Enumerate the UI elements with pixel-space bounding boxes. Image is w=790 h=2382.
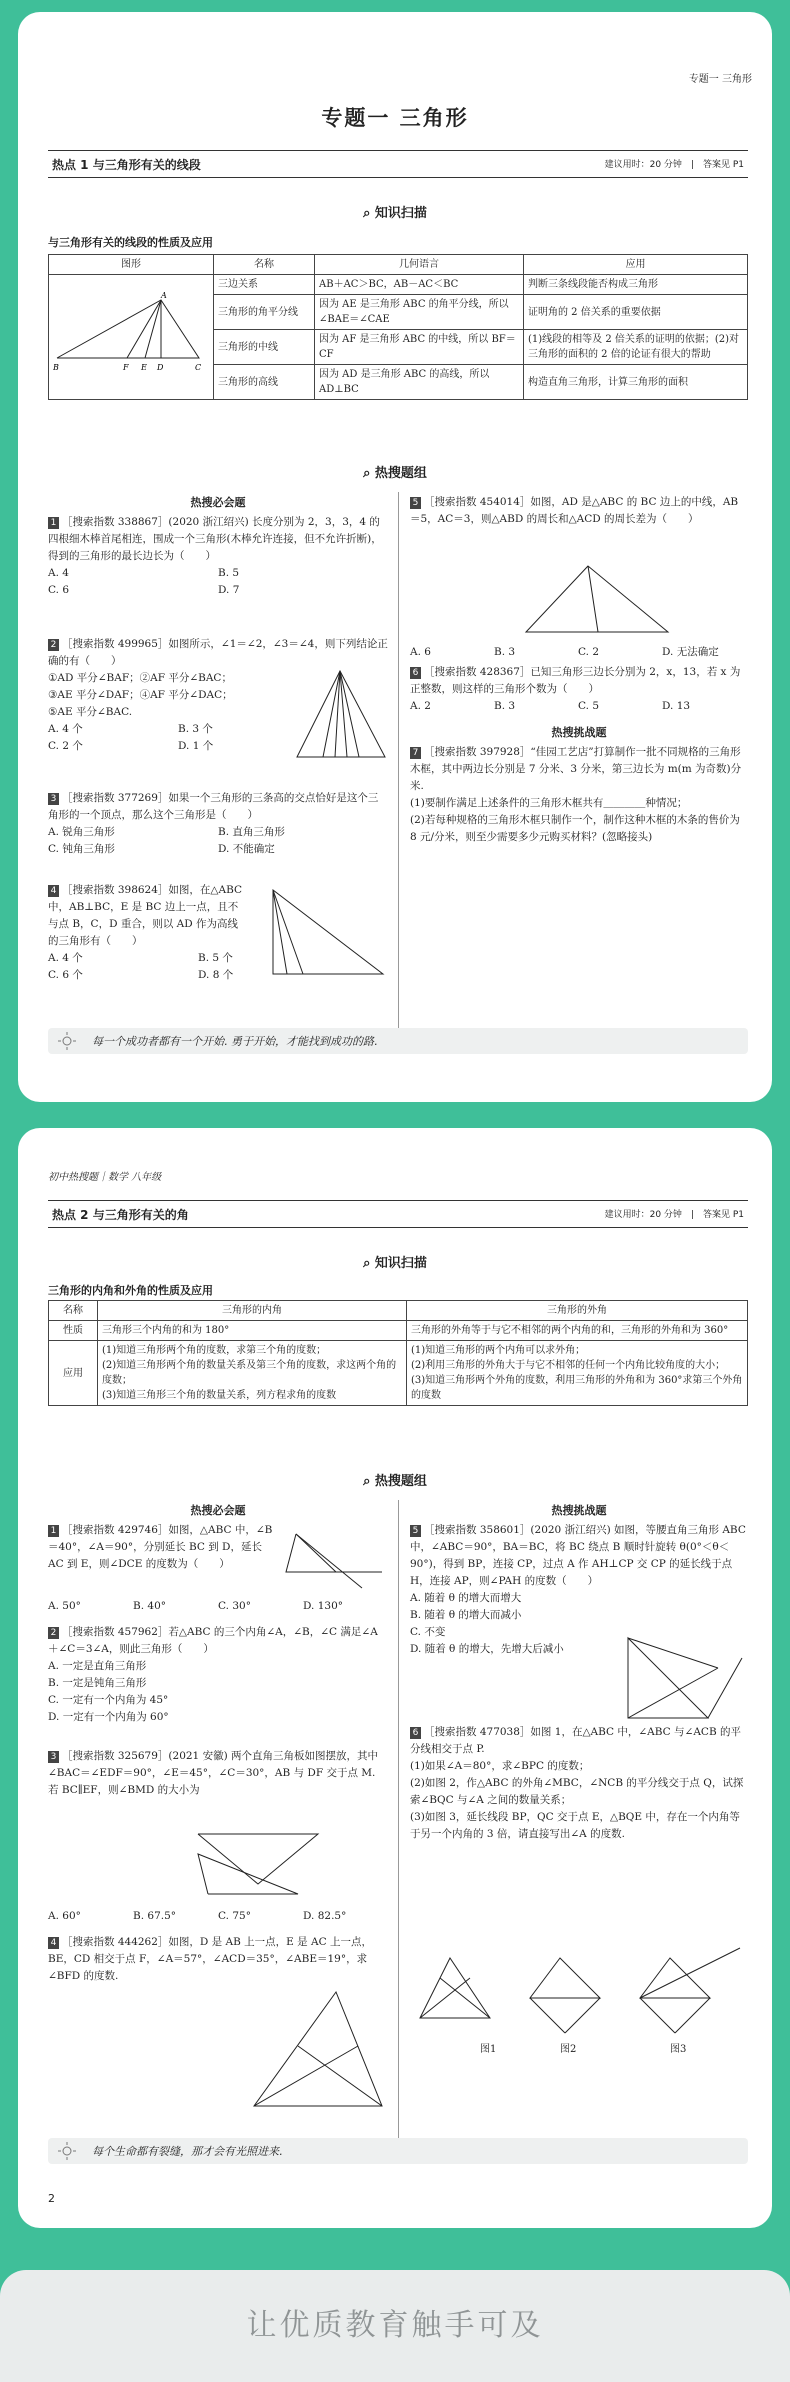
page-2 (18, 1128, 772, 2228)
footer-slogan: 让优质教育触手可及 (246, 2308, 544, 2343)
page-number: 2 (48, 2192, 55, 2205)
question-2: 2 ［搜索指数 499965］如图所示，∠1＝∠2，∠3＝∠4，则下列结论正确的有（ ） ①AD 平分∠BAF；②AF 平分∠BAC； ③AE 平分∠DAF；④AF 平分∠DAC； ⑤AE 平分∠BAC. A. 4 个 B. 3 个 C. 2 个 D. 1 个 (48, 638, 388, 752)
question-5-options: A. 6 B. 3 C. 2 D. 无法确定 (410, 646, 719, 658)
motto-bar: 每一个成功者都有一个开始. 勇于开始，才能找到成功的路. (48, 1028, 748, 1054)
svg-text:C: C (195, 362, 202, 372)
q4-figure (253, 884, 388, 984)
question-1-options: A. 50° B. 40° C. 30° D. 130° (48, 1600, 344, 1612)
question-1: 1 ［搜索指数 429746］如图，△ABC 中，∠B＝40°，∠A＝90°，分别延长 BC 到 D，延长 AC 到 E，则∠DCE 的度数为（ ） (48, 1524, 273, 1570)
fig-caption-2: 图2 (560, 2044, 577, 2055)
hotspot-bar (48, 1200, 748, 1228)
question-5: 5 ［搜索指数 358601］(2020 浙江绍兴) 如图，等腰直角三角形 ABC 中，∠ABC＝90°，BA＝BC，将 BC 绕点 B 顺时针旋转 θ(0°＜θ＜90°)，得到 BP，连接 CP，过点 A 作 AH⊥CP 交 CP 的延长线于点 H，连接 AP，则∠PAH 的度数（ ） A. 随着 θ 的增大而增大 B. 随着 θ 的增大而减小 C. 不变 D. 随着 θ 的增大，先增大后减小 (410, 1524, 746, 1655)
page-1 (18, 12, 772, 1102)
running-header: 专题一 三角形 (688, 74, 752, 85)
fig-caption-1: 图1 (480, 2044, 497, 2055)
question-5: 5 ［搜索指数 454014］如图，AD 是△ABC 的 BC 边上的中线，AB＝5，AC＝3，则△ABD 的周长和△ACD 的周长差为（ ） (410, 496, 739, 525)
left-column-heading: 热搜必会题 (190, 496, 246, 509)
section-knowledge-scan: ⌕ 知识扫描 (363, 1256, 427, 1271)
hotspot-meta: 建议用时：20 分钟 | 答案见 P1 (604, 160, 744, 170)
q5-figure (518, 560, 678, 640)
table-caption: 与三角形有关的线段的性质及应用 (48, 236, 213, 249)
sun-icon (58, 2142, 76, 2163)
section-knowledge-scan: ⌕ 知识扫描 (363, 206, 427, 221)
question-2: 2 ［搜索指数 457962］若△ABC 的三个内角∠A，∠B，∠C 满足∠A＋∠C＝3∠A，则此三角形（ ） A. 一定是直角三角形 B. 一定是钝角三角形 C. 一定有一个内角为 45° D. 一定有一个内角为 60° (48, 1626, 378, 1723)
hotspot-label: 热点 2 与三角形有关的角 (52, 1208, 189, 1222)
section-hot-search: ⌕ 热搜题组 (363, 466, 427, 481)
brand-header: 初中热搜题｜数学 八年级 (48, 1172, 162, 1183)
question-3: 3 ［搜索指数 377269］如果一个三角形的三条高的交点恰好是这个三角形的一个顶点，那么这个三角形是（ ） A. 锐角三角形 B. 直角三角形 C. 钝角三角形 D. 不能确定 (48, 792, 379, 855)
q5-figure (608, 1628, 748, 1728)
triangle-figure (49, 275, 214, 400)
q4-figure (248, 1986, 388, 2116)
right-column-heading: 热搜挑战题 (551, 1504, 607, 1517)
svg-text:E: E (141, 362, 147, 372)
q3-figure (168, 1824, 328, 1904)
segment-table: 图形 名称 几何语言 应用 A B F E D C 三边关系 AB＋AC＞BC，AB－AC＜BC 判断三条线段能否构成三角形 三角形的角平分线 因为 AE 是三角形 ABC 的角平分线，所以∠BAE＝∠CAE 证明角的 2 倍关系的重要依据 三角形的中线 因为 AF 是三角形 ABC 的中线，所以 BF＝CF (1)线段的相等及 2 倍关系的证明的依据；(2)对三角形的面积的 2 倍的论证有很大的帮助 三角形的高线 因为 AD 是三角形 ABC 的高线，所以 AD⊥BC 构造直角三角形，计算三角形的面积 (48, 254, 748, 400)
page-title: 专题一 三角形 (321, 106, 469, 130)
q2-figure (293, 667, 388, 767)
section-hot-search: ⌕ 热搜题组 (363, 1474, 427, 1489)
sun-icon (58, 1032, 76, 1053)
footer-banner (0, 2270, 790, 2382)
right-column-heading: 热搜挑战题 (551, 726, 607, 739)
question-6: 6 ［搜索指数 477038］如图 1，在△ABC 中，∠ABC 与∠ACB 的平分线相交于点 P. (1)如果∠A＝80°，求∠BPC 的度数； (2)如图 2，作△ABC 的外角∠MBC，∠NCB 的平分线交于点 Q，试探索∠BQC 与∠A 之间的数量关系； (3)如图 3，延长线段 BP，QC 交于点 E，△BQE 中，存在一个内角等于另一个内角的 3 倍，请直接写出∠A 的度数. (410, 1726, 744, 1840)
angle-table: 名称 三角形的内角 三角形的外角 性质 三角形三个内角的和为 180° 三角形的外角等于与它不相邻的两个内角的和，三角形的外角和为 360° 应用 (1)知道三角形两个角的度数，求第三个角的度数； (2)知道三角形两个角的数量关系及第三个角的度数，求这两个角的度数； (3)知道三角形三个角的数量关系，列方程求角的度数 (1)知道三角形的两个内角可以求外角； (2)利用三角形的外角大于与它不相邻的任何一个内角比较角度的大小； (3)知道三角形两个外角的度数，利用三角形的外角和为 360°求第三个外角的度数 (48, 1300, 748, 1406)
question-6: 6 ［搜索指数 428367］已知三角形三边长分别为 2，x，13，若 x 为正整数，则这样的三角形个数为（ ） A. 2 B. 3 C. 5 D. 13 (410, 666, 741, 712)
question-4: 4 ［搜索指数 444262］如图，D 是 AB 上一点，E 是 AC 上一点，BE，CD 相交于点 F，∠A＝57°，∠ACD＝35°，∠ABE＝19°，求∠BFD 的度数. (48, 1936, 372, 1982)
q1-figure (276, 1524, 388, 1594)
fig-caption-3: 图3 (670, 2044, 687, 2055)
question-4: 4 ［搜索指数 398624］如图，在△ABC 中，AB⊥BC，E 是 BC 边上一点，且不与点 B，C，D 重合，则以 AD 作为高线的三角形有（ ） A. 4 个 B. 5 个 C. 6 个 D. 8 个 (48, 884, 243, 981)
svg-text:B: B (53, 362, 59, 372)
hotspot-meta: 建议用时：20 分钟 | 答案见 P1 (604, 1210, 744, 1220)
svg-text:D: D (157, 362, 164, 372)
q6-figures (410, 1938, 748, 2038)
question-7: 7 ［搜索指数 397928］“佳园工艺店”打算制作一批不同规格的三角形木框，其中两边长分别是 7 分米、3 分米，第三边长为 m(m 为奇数)分米. (1)要制作满足上述条件的三角形木框共有＿＿＿＿种情况； (2)若每种规格的三角形木框只制作一个，制作这种木框的木条的售价为 8 元/分米，则至少需要多少元购买材料？(忽略接头) (410, 746, 742, 843)
question-3: 3 ［搜索指数 325679］(2021 安徽) 两个直角三角板如图摆放，其中∠BAC＝∠EDF＝90°，∠E＝45°，∠C＝30°，AB 与 DF 交于点 M. 若 BC∥EF，则∠BMD 的大小为 (48, 1750, 379, 1796)
motto-bar: 每个生命都有裂缝，那才会有光照进来. (48, 2138, 748, 2164)
svg-text:F: F (123, 362, 129, 372)
hotspot-bar (48, 150, 748, 178)
table-caption: 三角形的内角和外角的性质及应用 (48, 1284, 213, 1297)
question-3-options: A. 60° B. 67.5° C. 75° D. 82.5° (48, 1910, 347, 1922)
question-1: 1 ［搜索指数 338867］(2020 浙江绍兴) 长度分别为 2，3，3，4 的四根细木棒首尾相连，围成一个三角形(木棒允许连接，但不允许折断)，得到的三角形的最长边长为（ ） A. 4 B. 5 C. 6 D. 7 (48, 516, 382, 596)
hotspot-label: 热点 1 与三角形有关的线段 (52, 158, 201, 172)
svg-text:A: A (161, 290, 167, 300)
left-column-heading: 热搜必会题 (190, 1504, 246, 1517)
